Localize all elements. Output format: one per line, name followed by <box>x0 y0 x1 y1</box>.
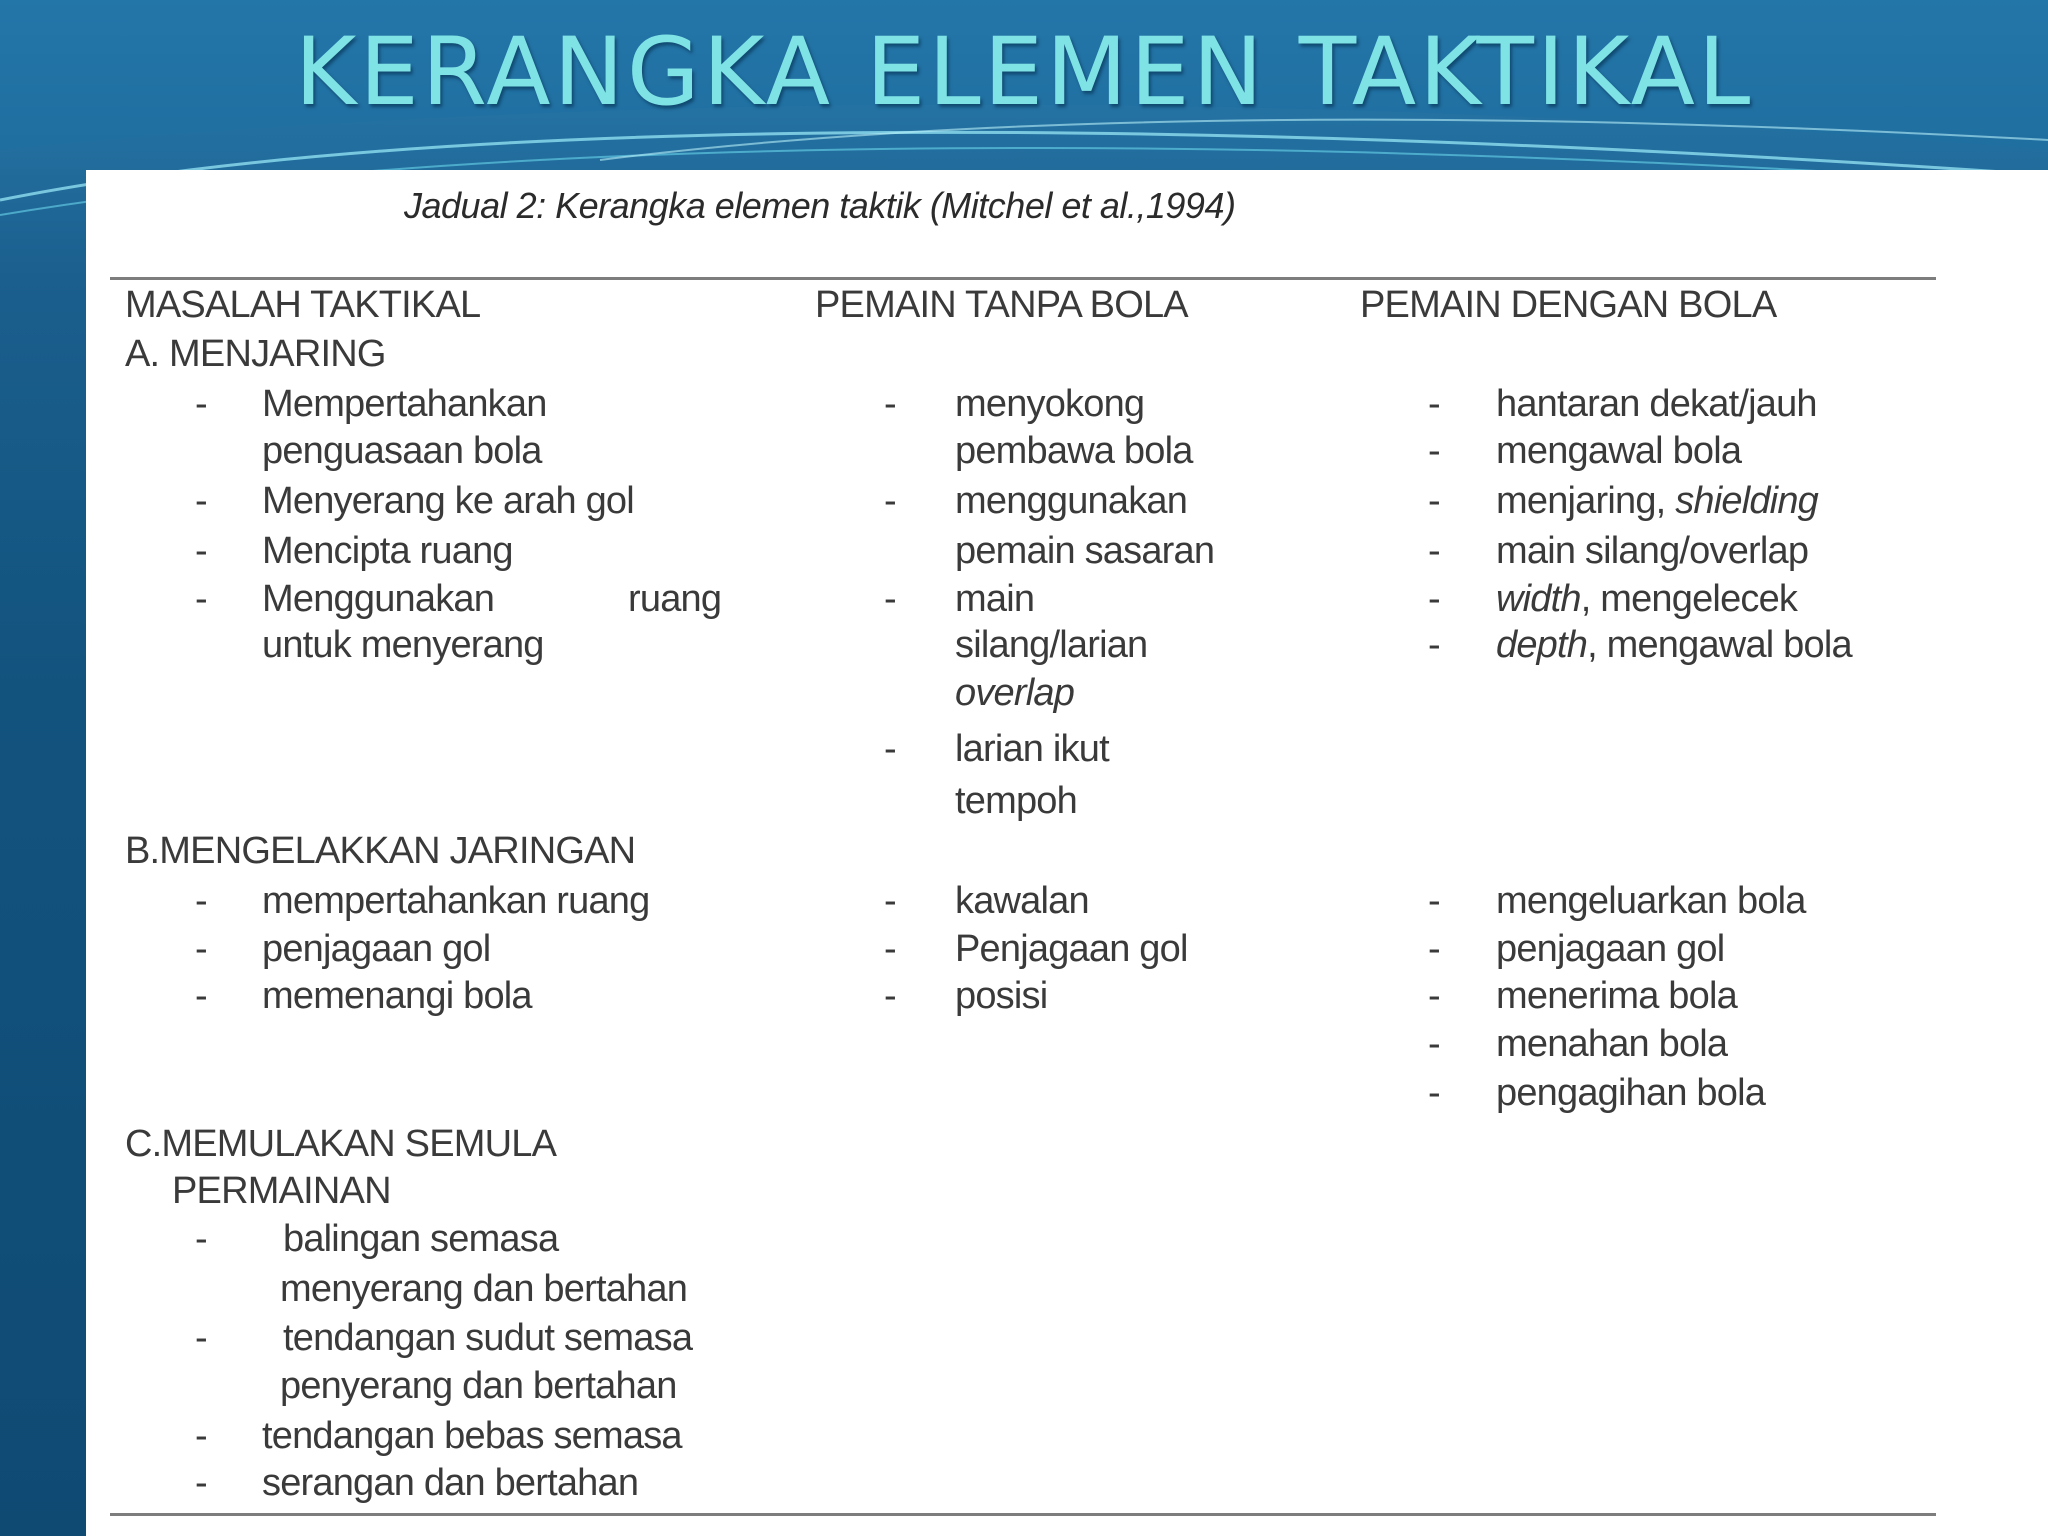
list-item: pembawa bola <box>955 430 1193 472</box>
bullet: - <box>195 880 208 922</box>
list-item: hantaran dekat/jauh <box>1496 383 1817 425</box>
list-item: menggunakan <box>955 480 1188 522</box>
bullet: - <box>884 928 897 970</box>
list-item: mempertahankan ruang <box>262 880 650 922</box>
section-title-c: C.MEMULAKAN SEMULA <box>125 1123 557 1165</box>
table-caption: Jadual 2: Kerangka elemen taktik (Mitchel et al.,1994) <box>404 185 1236 226</box>
section-title-a: A. MENJARING <box>125 333 386 375</box>
list-item-text: menjaring, <box>1496 480 1676 522</box>
list-item: untuk menyerang <box>262 624 544 666</box>
bullet: - <box>884 728 897 770</box>
section-title-b: B.MENGELAKKAN JARINGAN <box>125 830 636 872</box>
list-item: overlap <box>955 672 1075 714</box>
bullet: - <box>884 880 897 922</box>
list-item: silang/larian <box>955 624 1148 666</box>
list-item: pengagihan bola <box>1496 1072 1766 1114</box>
bullet: - <box>195 928 208 970</box>
bullet: - <box>1428 624 1441 666</box>
list-item: penjagaan gol <box>262 928 491 970</box>
list-item: main silang/overlap <box>1496 530 1809 572</box>
list-item <box>1496 480 1818 523</box>
bullet: - <box>195 1317 208 1359</box>
list-item: posisi <box>955 975 1048 1017</box>
bullet: - <box>1428 578 1441 620</box>
bullet: - <box>195 1218 208 1260</box>
list-item-text: , mengawal bola <box>1587 624 1852 666</box>
bullet: - <box>1428 430 1441 472</box>
bullet: - <box>884 975 897 1017</box>
bullet: - <box>884 383 897 425</box>
list-item: menerima bola <box>1496 975 1737 1017</box>
bullet: - <box>195 578 208 620</box>
bullet: - <box>1428 928 1441 970</box>
list-item-text-italic: depth <box>1496 624 1588 666</box>
section-title-c-line2: PERMAINAN <box>172 1170 391 1212</box>
list-item: Mencipta ruang <box>262 530 513 572</box>
list-item-text-italic: shielding <box>1675 480 1818 522</box>
bullet: - <box>1428 1072 1441 1114</box>
list-item: serangan dan bertahan <box>262 1462 639 1504</box>
bullet: - <box>195 975 208 1017</box>
list-item: menyerang dan bertahan <box>280 1268 688 1310</box>
bullet: - <box>884 578 897 620</box>
list-item <box>1496 624 1852 667</box>
list-item: menyokong <box>955 383 1145 425</box>
table-bottom-rule <box>110 1513 1936 1516</box>
list-item: mengeluarkan bola <box>1496 880 1806 922</box>
list-item: main <box>955 578 1035 620</box>
list-item: ruang <box>628 578 722 620</box>
list-item: balingan semasa <box>283 1218 559 1260</box>
list-item: penguasaan bola <box>262 430 542 472</box>
bullet: - <box>1428 383 1441 425</box>
slide-title: KERANGKA ELEMEN TAKTIKAL <box>294 18 1754 127</box>
list-item: tempoh <box>955 780 1077 822</box>
column-header-dengan-bola: PEMAIN DENGAN BOLA <box>1360 284 1777 326</box>
bullet: - <box>1428 1023 1441 1065</box>
list-item: Penjagaan gol <box>955 928 1188 970</box>
list-item: mengawal bola <box>1496 430 1742 472</box>
column-header-tanpa-bola: PEMAIN TANPA BOLA <box>815 284 1188 326</box>
bullet: - <box>195 1462 208 1504</box>
bullet: - <box>1428 480 1441 522</box>
bullet: - <box>1428 975 1441 1017</box>
list-item: memenangi bola <box>262 975 532 1017</box>
list-item: tendangan bebas semasa <box>262 1415 682 1457</box>
column-header-masalah: MASALAH TAKTIKAL <box>125 284 481 326</box>
bullet: - <box>195 530 208 572</box>
bullet: - <box>1428 530 1441 572</box>
list-item: Mempertahankan <box>262 383 547 425</box>
list-item-text-italic: width <box>1496 578 1581 620</box>
bullet: - <box>1428 880 1441 922</box>
list-item: penyerang dan bertahan <box>280 1365 677 1407</box>
list-item: kawalan <box>955 880 1089 922</box>
bullet: - <box>195 383 208 425</box>
list-item: menahan bola <box>1496 1023 1728 1065</box>
list-item: Menyerang ke arah gol <box>262 480 634 522</box>
list-item: larian ikut <box>955 728 1109 770</box>
list-item: Menggunakan <box>262 578 495 620</box>
list-item: penjagaan gol <box>1496 928 1725 970</box>
bullet: - <box>195 1415 208 1457</box>
list-item: tendangan sudut semasa <box>283 1317 693 1359</box>
bullet: - <box>195 480 208 522</box>
list-item <box>1496 578 1797 621</box>
list-item-text: , mengelecek <box>1580 578 1798 620</box>
list-item: pemain sasaran <box>955 530 1215 572</box>
bullet: - <box>884 480 897 522</box>
table-top-rule <box>110 277 1936 280</box>
